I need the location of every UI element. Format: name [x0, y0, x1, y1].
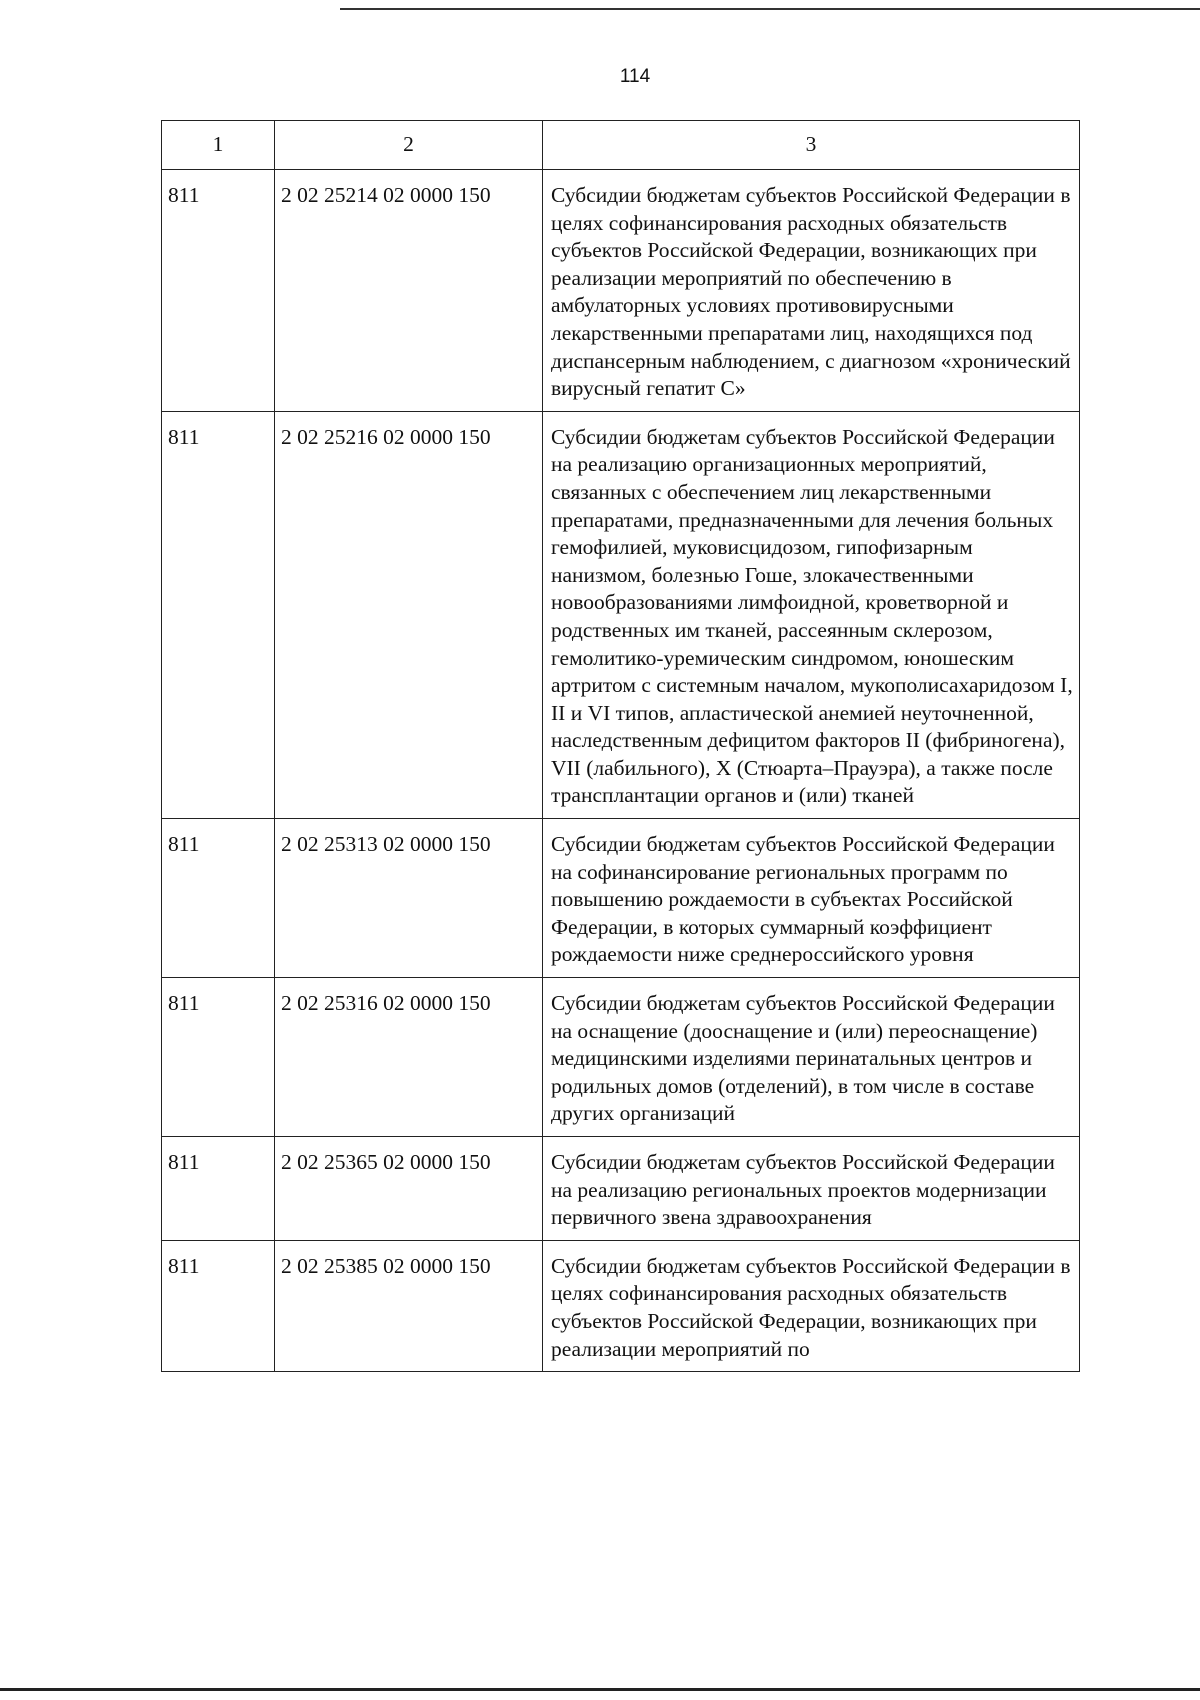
description-cell: Субсидии бюджетам субъектов Российской Федерации на реализацию региональных проектов модернизации первичного звена здравоохранения [543, 1137, 1080, 1241]
table-row [162, 978, 1080, 1137]
top-rule [340, 8, 1200, 10]
table-row [162, 1240, 1080, 1371]
budget-code-cell: 2 02 25214 02 0000 150 [275, 170, 543, 412]
admin-code-cell: 811 [162, 411, 275, 818]
header-col-2: 2 [275, 121, 543, 170]
budget-codes-table [161, 120, 1080, 1372]
bottom-rule [0, 1688, 1200, 1691]
table-row [162, 1137, 1080, 1241]
table-header-row [162, 121, 1080, 170]
admin-code-cell: 811 [162, 170, 275, 412]
description-cell: Субсидии бюджетам субъектов Российской Федерации на софинансирование региональных программ по повышению рождаемости в субъектах Российской Федерации, в которых суммарный коэффициент рождаемости ниже среднероссийского уровня [543, 819, 1080, 978]
page-number: 114 [619, 66, 651, 87]
budget-code-cell: 2 02 25365 02 0000 150 [275, 1137, 543, 1241]
admin-code-cell: 811 [162, 1240, 275, 1371]
table-row [162, 170, 1080, 412]
table-row [162, 819, 1080, 978]
admin-code-cell: 811 [162, 978, 275, 1137]
budget-code-cell: 2 02 25313 02 0000 150 [275, 819, 543, 978]
header-col-1: 1 [162, 121, 275, 170]
description-cell: Субсидии бюджетам субъектов Российской Федерации в целях софинансирования расходных обязательств субъектов Российской Федерации, возникающих при реализации мероприятий по обеспечению в амбулаторных условиях противовирусными лекарственными препаратами лиц, находящихся под диспансерным наблюдением, с диагнозом «хронический вирусный гепатит С» [543, 170, 1080, 412]
budget-code-cell: 2 02 25216 02 0000 150 [275, 411, 543, 818]
description-cell: Субсидии бюджетам субъектов Российской Федерации на оснащение (дооснащение и (или) переоснащение) медицинскими изделиями перинатальных центров и родильных домов (отделений), в том числе в составе других организаций [543, 978, 1080, 1137]
description-cell: Субсидии бюджетам субъектов Российской Федерации в целях софинансирования расходных обязательств субъектов Российской Федерации, возникающих при реализации мероприятий по [543, 1240, 1080, 1371]
budget-code-cell: 2 02 25385 02 0000 150 [275, 1240, 543, 1371]
table-row [162, 411, 1080, 818]
header-col-3: 3 [543, 121, 1080, 170]
admin-code-cell: 811 [162, 819, 275, 978]
admin-code-cell: 811 [162, 1137, 275, 1241]
description-cell: Субсидии бюджетам субъектов Российской Федерации на реализацию организационных мероприятий, связанных с обеспечением лиц лекарственными препаратами, предназначенными для лечения больных гемофилией, муковисцидозом, гипофизарным нанизмом, болезнью Гоше, злокачественными новообразованиями лимфоидной, кроветворной и родственных им тканей, рассеянным склерозом, гемолитико-уремическим синдромом, юношеским артритом с системным началом, мукополисахаридозом I, II и VI типов, апластической анемией неуточненной, наследственным дефицитом факторов II (фибриногена), VII (лабильного), X (Стюарта–Прауэра), а также после трансплантации органов и (или) тканей [543, 411, 1080, 818]
budget-code-cell: 2 02 25316 02 0000 150 [275, 978, 543, 1137]
